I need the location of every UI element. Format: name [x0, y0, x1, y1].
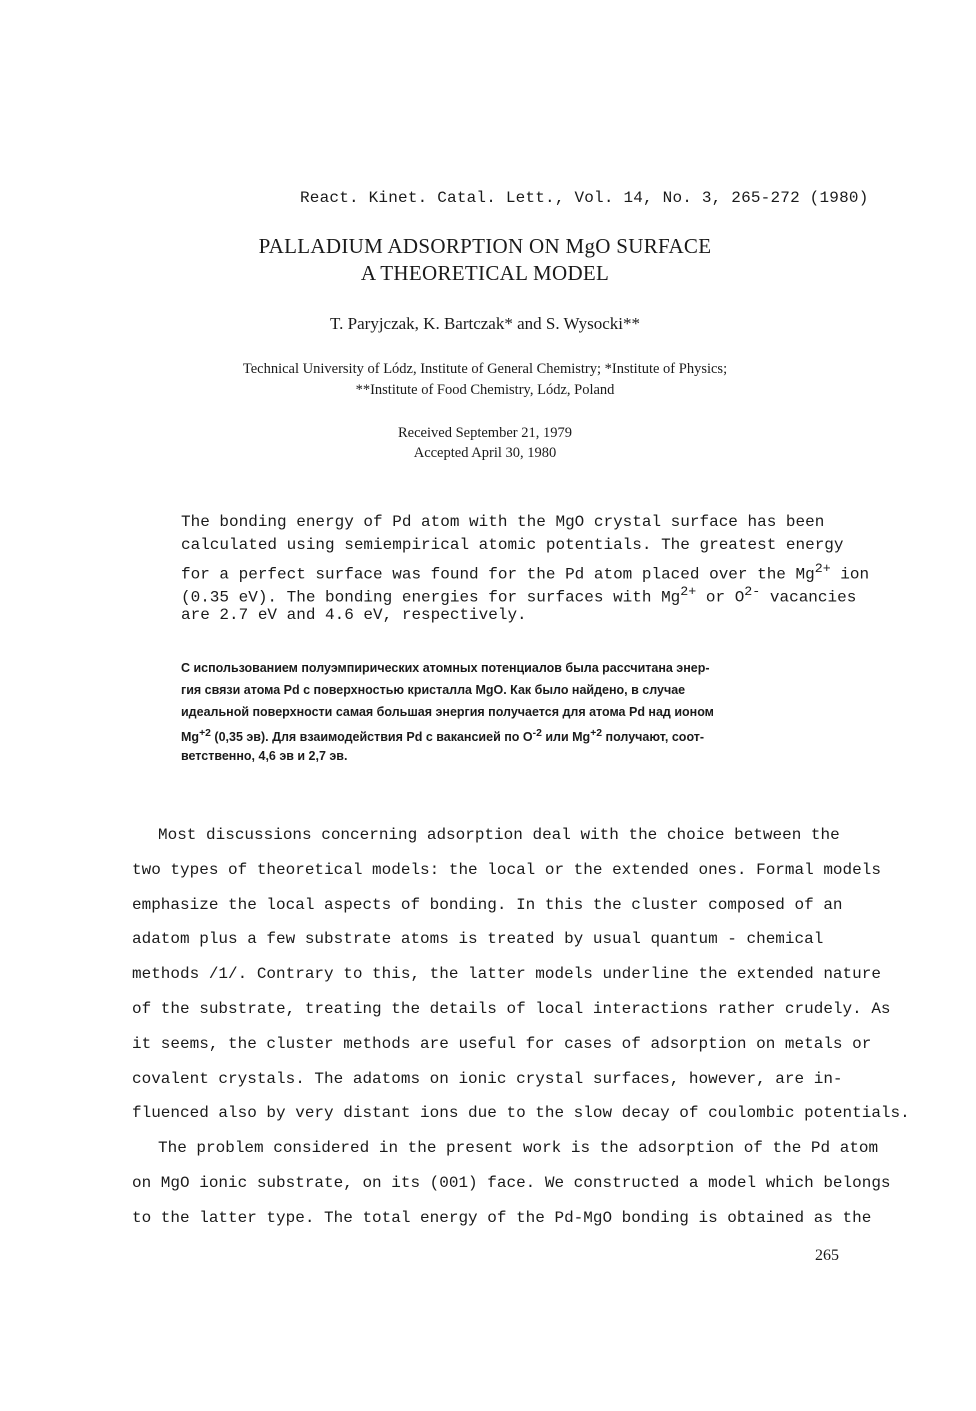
- abstract-ru-line: ветственно, 4,6 эв и 2,7 эв.: [181, 749, 348, 763]
- abstract-ru-line: идеальной поверхности самая большая энергия получается для атома Pd над ионом: [181, 705, 714, 719]
- body-line: it seems, the cluster methods are useful for cases of adsorption on metals or: [132, 1034, 872, 1053]
- journal-reference: React. Kinet. Catal. Lett., Vol. 14, No. 3, 265-272 (1980): [300, 189, 869, 207]
- body-line: covalent crystals. The adatoms on ionic crystal surfaces, however, are in-: [132, 1069, 843, 1088]
- accepted-date: Accepted April 30, 1980: [413, 445, 557, 461]
- body-line: methods /1/. Contrary to this, the latter models underline the extended nature: [132, 965, 881, 984]
- abstract-en-line: are 2.7 eV and 4.6 eV, respectively.: [181, 606, 527, 625]
- abstract-russian: [181, 657, 861, 767]
- body-line: emphasize the local aspects of bonding. In this the cluster composed of an: [132, 895, 843, 914]
- abstract-en-line: (0.35 eV). The bonding energies for surfaces with $Mg^{2+}$ or $O^{2-}$ vacancies: [181, 584, 857, 607]
- received-date: Received September 21, 1979: [398, 425, 572, 441]
- body-line: two types of theoretical models: the local or the extended ones. Formal models: [132, 860, 881, 879]
- affiliation-line-1: Technical University of Lódz, Institute of General Chemistry; *Institute of Physics;: [242, 361, 728, 377]
- abstract-en-line: The bonding energy of Pd atom with the MgO crystal surface has been: [181, 513, 825, 531]
- abstract-en-line: calculated using semiempirical atomic potentials. The greatest energy: [181, 536, 844, 555]
- body-line: on MgO ionic substrate, on its (001) face. We constructed a model which belongs: [132, 1173, 891, 1192]
- abstract-ru-line: гия связи атома Pd с поверхностью кристалла MgO. Как было найдено, в случае: [181, 683, 686, 697]
- body-line: fluenced also by very distant ions due to the slow decay of coulombic potentials.: [132, 1104, 910, 1123]
- body-text: [132, 818, 910, 1236]
- affiliation-line-2: **Institute of Food Chemistry, Lódz, Poland: [355, 382, 615, 398]
- body-line: of the substrate, treating the details of local interactions rather crudely. As: [132, 999, 891, 1018]
- body-line: adatom plus a few substrate atoms is treated by usual quantum - chemical: [132, 930, 824, 949]
- page-number: 265: [815, 1247, 839, 1264]
- paper-title-line-1: PALLADIUM ADSORPTION ON MgO SURFACE: [258, 234, 712, 258]
- authors: T. Paryjczak, K. Bartczak* and S. Wysocki**: [330, 314, 640, 333]
- body-line: The problem considered in the present work is the adsorption of the Pd atom: [158, 1139, 879, 1158]
- abstract-english: [181, 511, 870, 627]
- abstract-ru-line: $Mg^{+2}$ (0,35 эв). Для взаимодействия Pd с вакансией по $O^{-2}$ или $Mg^{+2}$ получают, соот-: [181, 728, 705, 745]
- abstract-ru-line: С использованием полуэмпирических атомных потенциалов была рассчитана энер-: [181, 661, 710, 675]
- abstract-en-line: for a perfect surface was found for the Pd atom placed over the $Mg^{2+}$ ion: [181, 561, 870, 583]
- body-line: Most discussions concerning adsorption deal with the choice between the: [158, 826, 840, 844]
- paper-title-line-2: A THEORETICAL MODEL: [360, 261, 610, 285]
- body-line: to the latter type. The total energy of the Pd-MgO bonding is obtained as the: [132, 1208, 872, 1227]
